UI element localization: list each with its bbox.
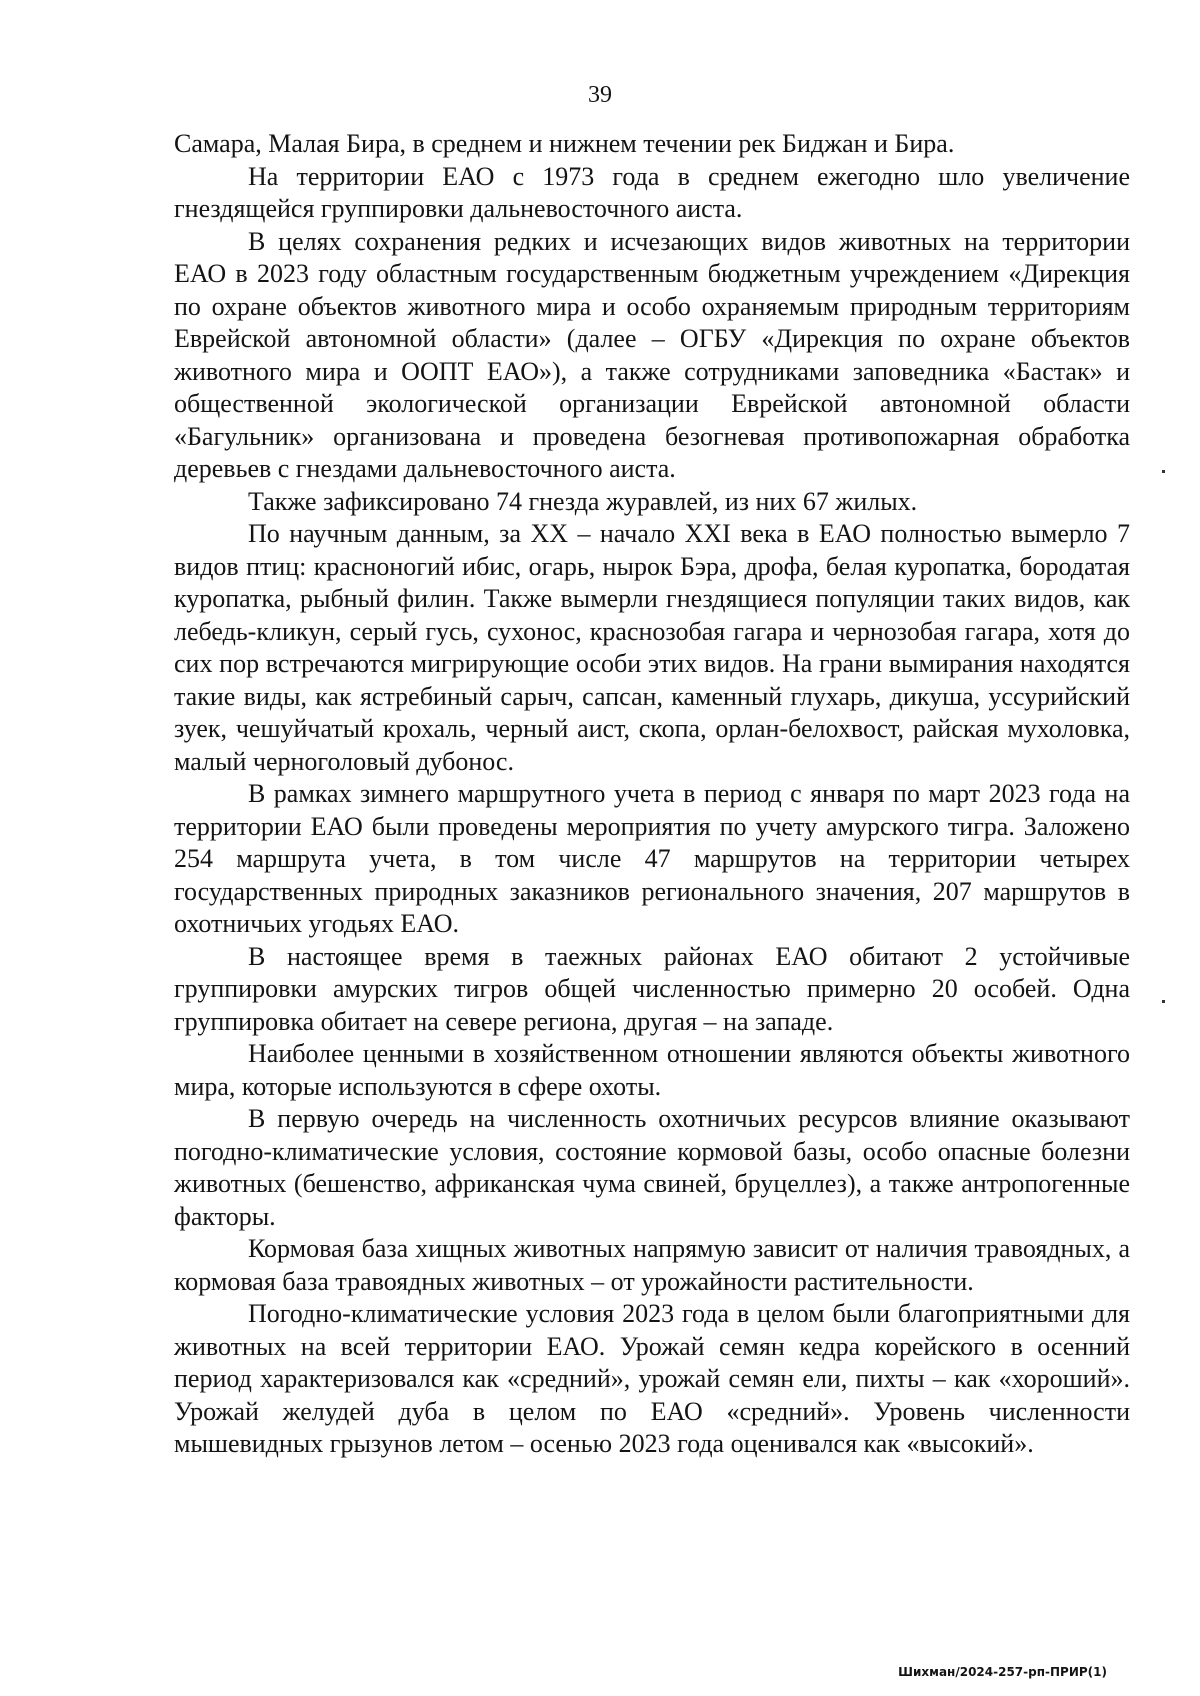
paragraph: Также зафиксировано 74 гнезда журавлей, из них 67 жилых. xyxy=(248,486,918,516)
paragraph: Самара, Малая Бира, в среднем и нижнем течении рек Биджан и Бира. xyxy=(174,129,955,158)
paragraph: В настоящее время в таежных районах ЕАО обитают 2 устойчивые группировки амурских тигров общей численностью примерно 20 особей. Одна группировка обитает на севере региона, другая – на западе. xyxy=(174,941,1130,1036)
paragraph: В целях сохранения редких и исчезающих видов животных на территории ЕАО в 2023 году областным государственным бюджетным учреждением «Дирекция по охране объектов животного мира и особо охраняемым природным территориям Еврейской автономной области» (далее – ОГБУ «Дирекция по охране объектов животного мира и ООПТ ЕАО»), а также сотрудниками заповедника «Бастак» и общественной экологической организации Еврейской автономной области «Багульник» организована и проведена безогневая противопожарная обработка деревьев с гнездами дальневосточного аиста. xyxy=(174,226,1130,483)
paragraph: В первую очередь на численность охотничьих ресурсов влияние оказывают погодно-климатические условия, состояние кормовой базы, особо опасные болезни животных (бешенство, африканская чума свиней, бруцеллез), а также антропогенные факторы. xyxy=(174,1104,1130,1231)
scan-speck xyxy=(1162,470,1165,473)
paragraph: На территории ЕАО с 1973 года в среднем ежегодно шло увеличение гнездящейся группировки дальневосточного аиста. xyxy=(174,161,1130,223)
paragraph: По научным данным, за XX – начало XXI века в ЕАО полностью вымерло 7 видов птиц: красноногий ибис, огарь, нырок Бэра, дрофа, белая куропатка, бородатая куропатка, рыбный филин. Также вымерли гнездящиеся популяции таких видов, как лебедь-кликун, серый гусь, сухонос, краснозобая гагара и чернозобая гагара, хотя до сих пор встречаются мигрирующие особи этих видов. На грани вымирания находятся такие виды, как ястребиный сарыч, сапсан, каменный глухарь, дикуша, уссурийский зуек, чешуйчатый крохаль, черный аист, скопа, орлан-белохвост, райская мухоловка, малый черноголовый дубонос. xyxy=(174,519,1130,776)
document-registration-code: Шихман/2024-257-рп-ПРИР(1) xyxy=(898,1665,1107,1679)
page-number: 39 xyxy=(588,82,612,108)
paragraph: Наиболее ценными в хозяйственном отношении являются объекты животного мира, которые используются в сфере охоты. xyxy=(174,1039,1130,1101)
paragraph: Кормовая база хищных животных напрямую зависит от наличия травоядных, а кормовая база травоядных животных – от урожайности растительности. xyxy=(174,1234,1130,1296)
paragraph: В рамках зимнего маршрутного учета в период с января по март 2023 года на территории ЕАО были проведены мероприятия по учету амурского тигра. Заложено 254 маршрута учета, в том числе 47 маршрутов на территории четырех государственных природных заказников регионального значения, 207 маршрутов в охотничьих угодьях ЕАО. xyxy=(174,779,1130,938)
document-body xyxy=(174,128,1130,1461)
paragraph: Погодно-климатические условия 2023 года в целом были благоприятными для животных на всей территории ЕАО. Урожай семян кедра корейского в осенний период характеризовался как «средний», урожай семян ели, пихты – как «хороший». Урожай желудей дуба в целом по ЕАО «средний». Уровень численности мышевидных грызунов летом – осенью 2023 года оценивался как «высокий». xyxy=(174,1299,1130,1458)
scan-speck xyxy=(1162,1000,1165,1003)
